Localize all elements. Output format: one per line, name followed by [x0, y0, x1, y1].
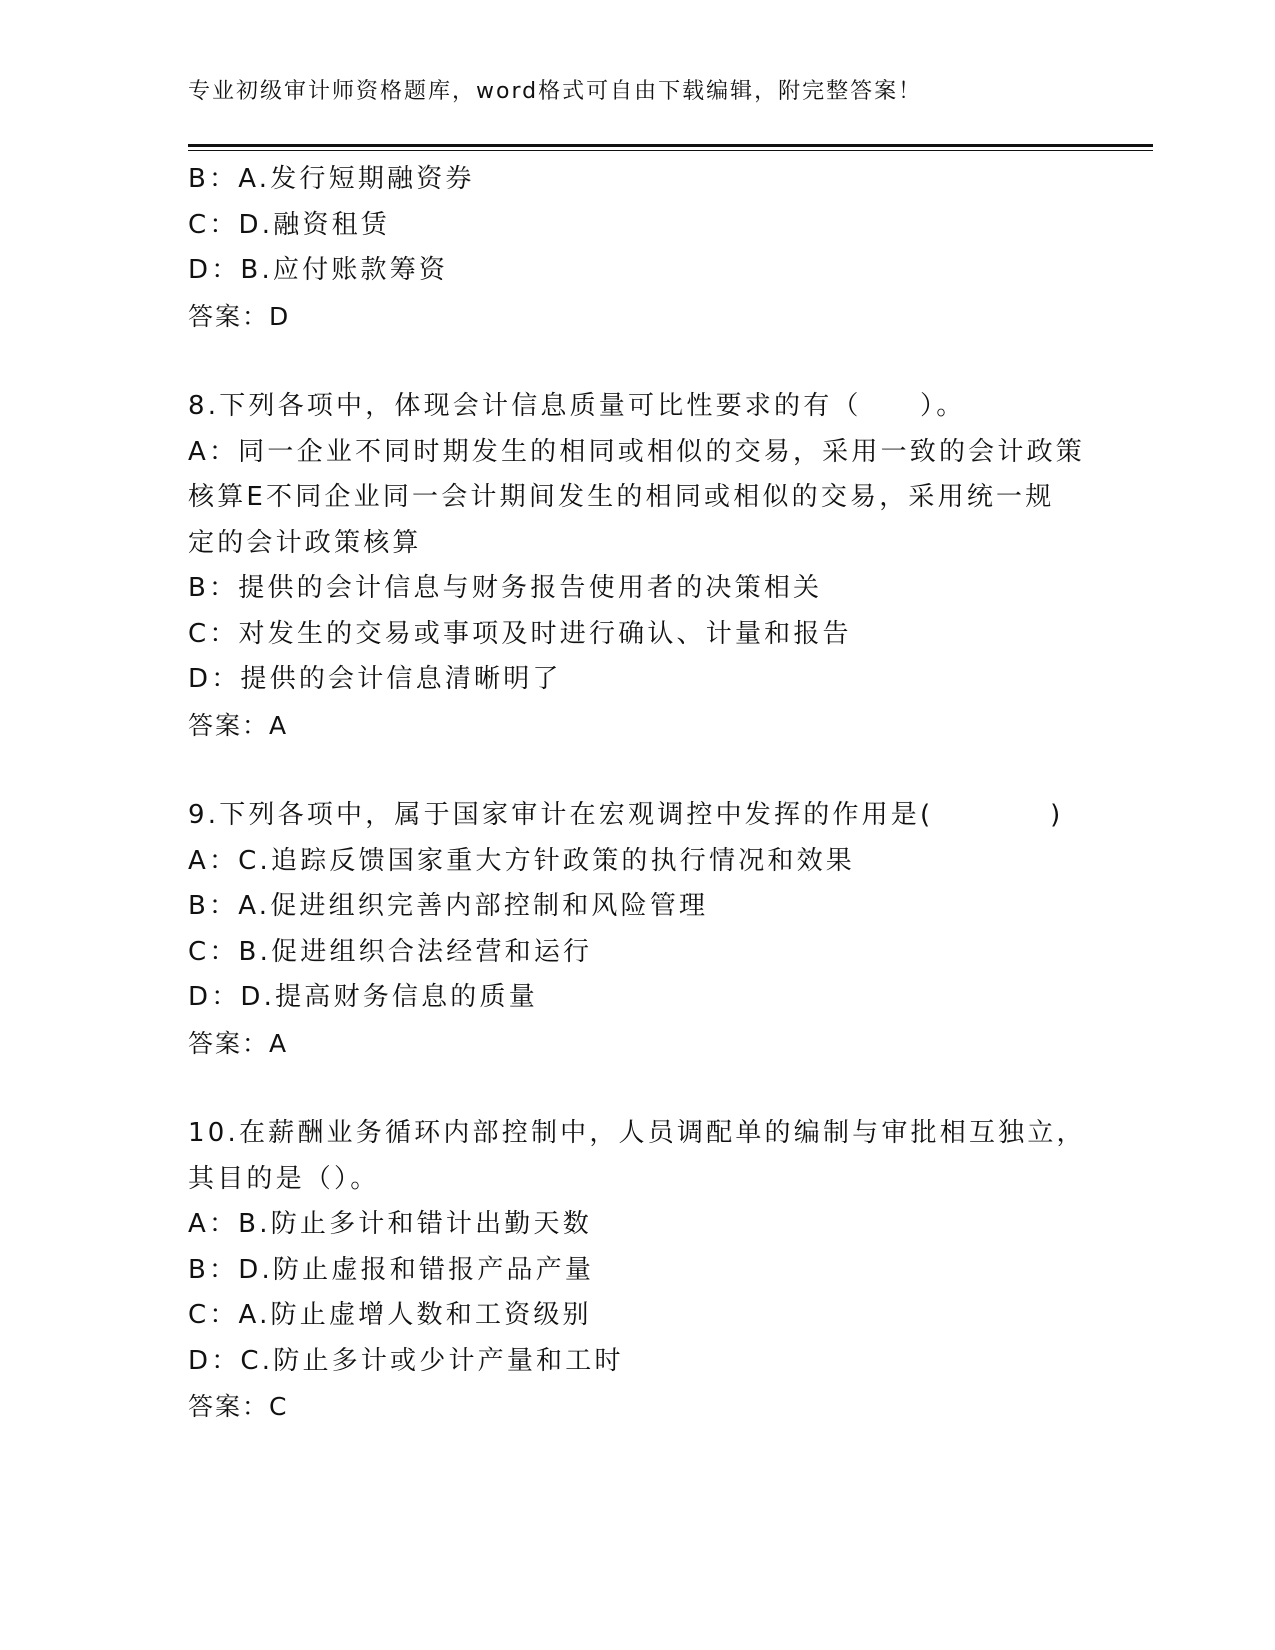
option-line: B：A.发行短期融资券 [188, 164, 475, 194]
option-line: A：C.追踪反馈国家重大方针政策的执行情况和效果 [188, 845, 856, 876]
option-line: D：提供的会计信息清晰明了 [188, 664, 562, 694]
answer-line: 答案：C [188, 1392, 289, 1421]
question-9 [188, 793, 1108, 1066]
page-header: 专业初级审计师资格题库，word格式可自由下载编辑，附完整答案！ [188, 79, 923, 104]
option-line: 核算E不同企业同一会计期间发生的相同或相似的交易，采用统一规 [188, 482, 1055, 512]
header-rule-thick [188, 144, 1153, 147]
option-line: D：D.提高财务信息的质量 [188, 982, 538, 1012]
option-line: C：B.促进组织合法经营和运行 [188, 936, 593, 967]
prev-question-tail [188, 157, 1108, 339]
question-stem: 9.下列各项中，属于国家审计在宏观调控中发挥的作用是( ) [188, 800, 1064, 830]
answer-line: 答案：D [188, 301, 291, 331]
option-line: 定的会计政策核算 [188, 527, 422, 558]
option-line: C：A.防止虚增人数和工资级别 [188, 1300, 592, 1330]
option-line: B：提供的会计信息与财务报告使用者的决策相关 [188, 573, 823, 603]
option-line: D：C.防止多计或少计产量和工时 [188, 1345, 624, 1376]
answer-line: 答案：A [188, 1028, 289, 1058]
question-stem: 8.下列各项中，体现会计信息质量可比性要求的有（ ）。 [188, 391, 966, 421]
option-line: A：同一企业不同时期发生的相同或相似的交易，采用一致的会计政策 [188, 436, 1085, 467]
option-line: C：D.融资租赁 [188, 209, 391, 240]
document-body [188, 157, 1108, 1430]
question-8 [188, 384, 1108, 748]
question-stem: 其目的是（）。 [188, 1163, 380, 1194]
option-line: C：对发生的交易或事项及时进行确认、计量和报告 [188, 618, 852, 649]
option-line: A：B.防止多计和错计出勤天数 [188, 1209, 592, 1239]
option-line: B：D.防止虚报和错报产品产量 [188, 1254, 595, 1285]
question-10 [188, 1111, 1108, 1430]
option-line: D：B.应付账款筹资 [188, 255, 449, 285]
header-rule-thin [188, 150, 1153, 151]
question-stem: 10.在薪酬业务循环内部控制中，人员调配单的编制与审批相互独立， [188, 1118, 1086, 1148]
option-line: B：A.促进组织完善内部控制和风险管理 [188, 891, 709, 921]
answer-line: 答案：A [188, 710, 289, 740]
